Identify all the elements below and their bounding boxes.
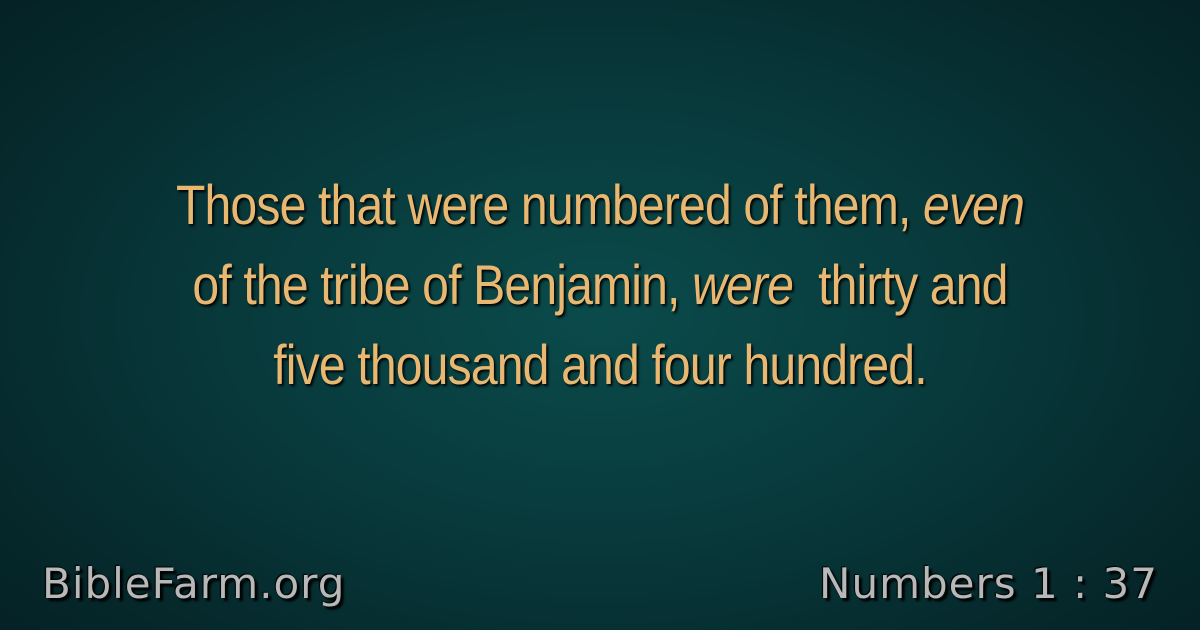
verse-line-1-italic: even	[923, 173, 1025, 236]
verse-line-2-text: of the tribe of Benjamin,	[192, 253, 693, 316]
site-name: BibleFarm.org	[42, 559, 346, 608]
verse-reference: Numbers 1 : 37	[819, 559, 1158, 608]
verse-line-1-text: Those that were numbered of them,	[175, 173, 924, 236]
verse-line-2	[118, 245, 1081, 325]
verse-line-3: five thousand and four hundred.	[273, 333, 927, 396]
verse-text	[118, 165, 1081, 405]
verse-line-2-rest: thirty and	[793, 253, 1008, 316]
verse-line-1	[118, 165, 1081, 245]
verse-line-2-italic: were	[692, 253, 794, 316]
